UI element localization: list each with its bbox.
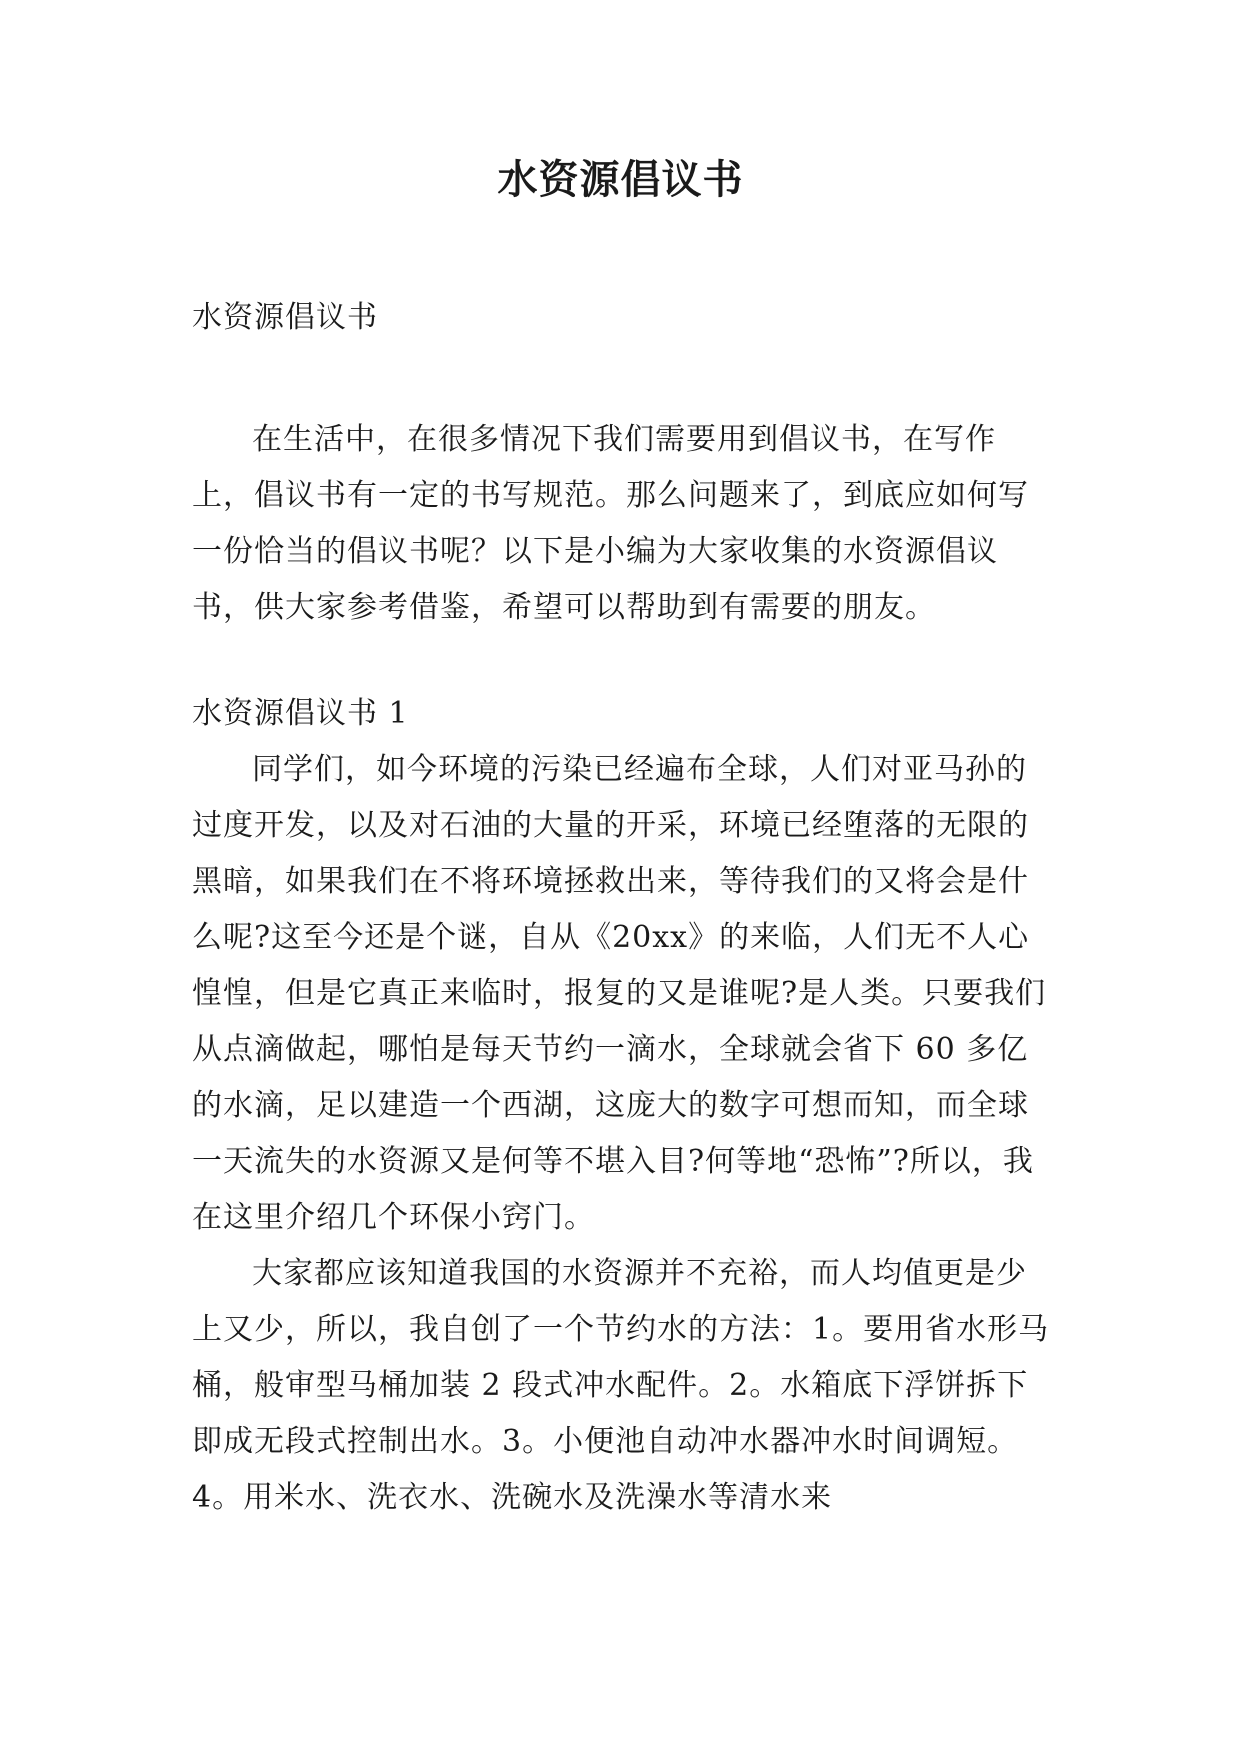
body-paragraph: 同学们，如今环境的污染已经遍布全球，人们对亚马孙的过度开发，以及对石油的大量的开采，环境已经堕落的无限的黑暗，如果我们在不将环境拯救出来，等待我们的又将会是什么呢?这至今还是个谜，自从《20xx》的来临，人们无不人心惶惶，但是它真正来临时，报复的又是谁呢?是人类。只要我们从点滴做起，哪怕是每天节约一滴水，全球就会省下 60 多亿的水滴，足以建造一个西湖，这庞大的数字可想而知，而全球一天流失的水资源又是何等不堪入目?何等地“恐怖”?所以，我在这里介绍几个环保小窍门。 bbox=[192, 752, 1047, 1235]
intro-paragraph: 在生活中，在很多情况下我们需要用到倡议书，在写作上，倡议书有一定的书写规范。那么问题来了，到底应如何写一份恰当的倡议书呢？以下是小编为大家收集的水资源倡议书，供大家参考借鉴，希望可以帮助到有需要的朋友。 bbox=[192, 422, 1029, 625]
document-title: 水资源倡议书 bbox=[497, 157, 744, 203]
document-body bbox=[192, 290, 1052, 1526]
body-paragraph: 大家都应该知道我国的水资源并不充裕，而人均值更是少上又少，所以，我自创了一个节约水的方法：1。要用省水形马桶，般审型马桶加装 2 段式冲水配件。2。水箱底下浮饼拆下即成无段式控制出水。3。小便池自动冲水器冲水时间调短。4。用米水、洗衣水、洗碗水及洗澡水等清水来 bbox=[192, 1256, 1050, 1515]
spacer bbox=[192, 346, 1052, 412]
document-subtitle: 水资源倡议书 bbox=[192, 300, 378, 335]
section-heading: 水资源倡议书 1 bbox=[192, 696, 409, 731]
spacer bbox=[192, 636, 1052, 686]
